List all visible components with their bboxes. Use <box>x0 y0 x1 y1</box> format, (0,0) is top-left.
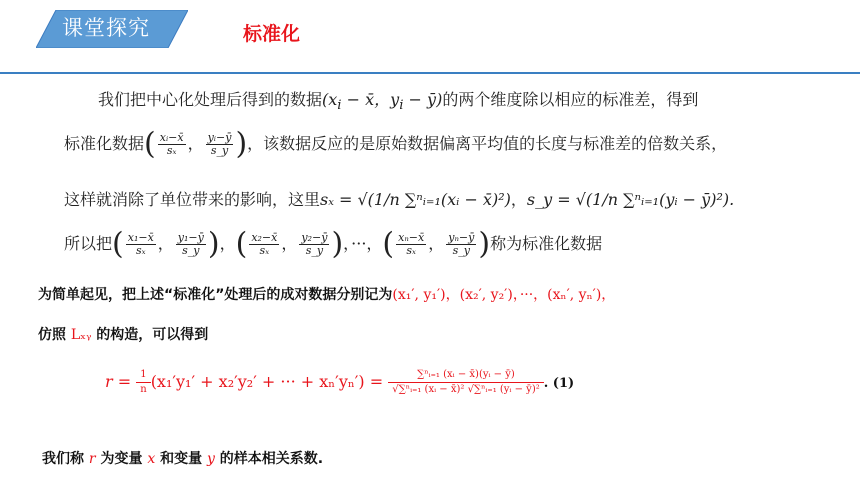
paragraph-line-4: 所以把( $\frac{\text{x₁−x̄}}{\text{sₓ}}$ ， $\frac{\text{y₁−ȳ}}{s\_y}$ )，( $\frac{\text{x₂−x̄}}{\text{sₓ}}$ ， $\frac{\text{y₂−ȳ}}{s\_y}$ )，···，( $\frac{\text{xₙ−x̄}}{\text{sₓ}}$ ， $\frac{\text{yₙ−ȳ}}{s\_y}$ )称为标准化数据 <box>64 226 603 262</box>
one-over-n: $\frac{1}{n}$ <box>136 368 150 397</box>
sy-formula: s_y = √(1/n ∑ⁿᵢ₌₁(yᵢ − ȳ)²). <box>526 190 735 209</box>
equation-number: . (1) <box>543 376 575 391</box>
paragraph-line-2: 标准化数据( $\frac{\text{xᵢ−x̄}}{\text{sₓ}}$ ， $\frac{\text{yᵢ−ȳ}}{s\_y}$ )，该数据反应的是原始数据偏离平均值的长度与标准差的倍数关系， <box>64 126 728 162</box>
line1-text: 我们把中心化处理后得到的数据 <box>98 90 323 109</box>
line1-math: ($x_i$ − x̄，$y_i$ − ȳ) <box>322 90 443 114</box>
sx-formula: sₓ = √(1/n ∑ⁿᵢ₌₁(xᵢ − x̄)²) <box>320 190 511 209</box>
pairn-y: $\frac{\text{yₙ−ȳ}}{s\_y}$ <box>448 231 475 257</box>
pair2-y: $\frac{\text{y₂−ȳ}}{s\_y}$ <box>301 231 328 257</box>
line2-tail: ，该数据反应的是原始数据偏离平均值的长度与标准差的倍数关系， <box>247 134 728 153</box>
bold-line-3: 我们称 r 为变量 x 和变量 y 的样本相关系数. <box>42 451 324 467</box>
bold-line-2: 仿照 Lₓᵧ 的构造，可以得到 <box>38 327 209 343</box>
correlation-fraction: $\frac{\text{∑ⁿᵢ₌₁ (xᵢ − x̄)(yᵢ − ȳ)}}{\text{√∑ⁿᵢ₌₁ (xᵢ − x̄)² √∑ⁿᵢ₌₁ (yᵢ − ȳ)²}}$ <box>388 368 544 397</box>
line4-tail: 称为标准化数据 <box>490 234 603 253</box>
pairn-x: $\frac{\text{xₙ−x̄}}{\text{sₓ}}$ <box>398 231 425 257</box>
header-divider <box>0 72 860 74</box>
standardized-pairs: (x₁′, y₁′)，(x₂′, y₂′)，···，(xₙ′, yₙ′)， <box>392 287 616 303</box>
paragraph-line-1 <box>98 90 698 116</box>
pair1-y: $\frac{\text{y₁−ȳ}}{s\_y}$ <box>177 231 204 257</box>
paragraph-line-3: 这样就消除了单位带来的影响，这里sₓ = √(1/n ∑ⁿᵢ₌₁(xᵢ − x̄)²)，s_y = √(1/n ∑ⁿᵢ₌₁(yᵢ − ȳ)²). <box>64 190 735 209</box>
pair1-x: $\frac{\text{x₁−x̄}}{\text{sₓ}}$ <box>127 231 154 257</box>
section-badge-label: 课堂探究 <box>62 16 150 40</box>
correlation-formula: r = $\frac{1}{n}$ (x₁′y₁′ + x₂′y₂′ + ··· + xₙ′yₙ′) = $\frac{\text{∑ⁿᵢ₌₁ (xᵢ − x̄)(yᵢ − ȳ)}}{\text{√∑ⁿᵢ₌₁ (xᵢ − x̄)² √∑ⁿᵢ₌₁ (yᵢ − ȳ)²}}$ . (1) <box>105 369 575 395</box>
line2-head: 标准化数据 <box>64 134 145 153</box>
bold-line-1: 为简单起见，把上述“标准化”处理后的成对数据分别记为(x₁′, y₁′)，(x₂′, y₂′)，···，(xₙ′, yₙ′)， <box>38 287 616 303</box>
fraction-x-standardized: $\frac{\text{xᵢ−x̄}}{\text{sₓ}}$ <box>159 131 184 157</box>
lxy-symbol: Lₓᵧ <box>70 327 92 343</box>
slide-title: 标准化 <box>243 23 301 45</box>
line3-text: 这样就消除了单位带来的影响，这里 <box>64 190 321 209</box>
fraction-y-standardized: $\frac{\text{yᵢ−ȳ}}{s\_y}$ <box>207 131 232 157</box>
line4-head: 所以把 <box>64 234 113 253</box>
pair2-x: $\frac{\text{x₂−x̄}}{\text{sₓ}}$ <box>251 231 278 257</box>
line1-tail: 的两个维度除以相应的标准差，得到 <box>442 90 699 109</box>
